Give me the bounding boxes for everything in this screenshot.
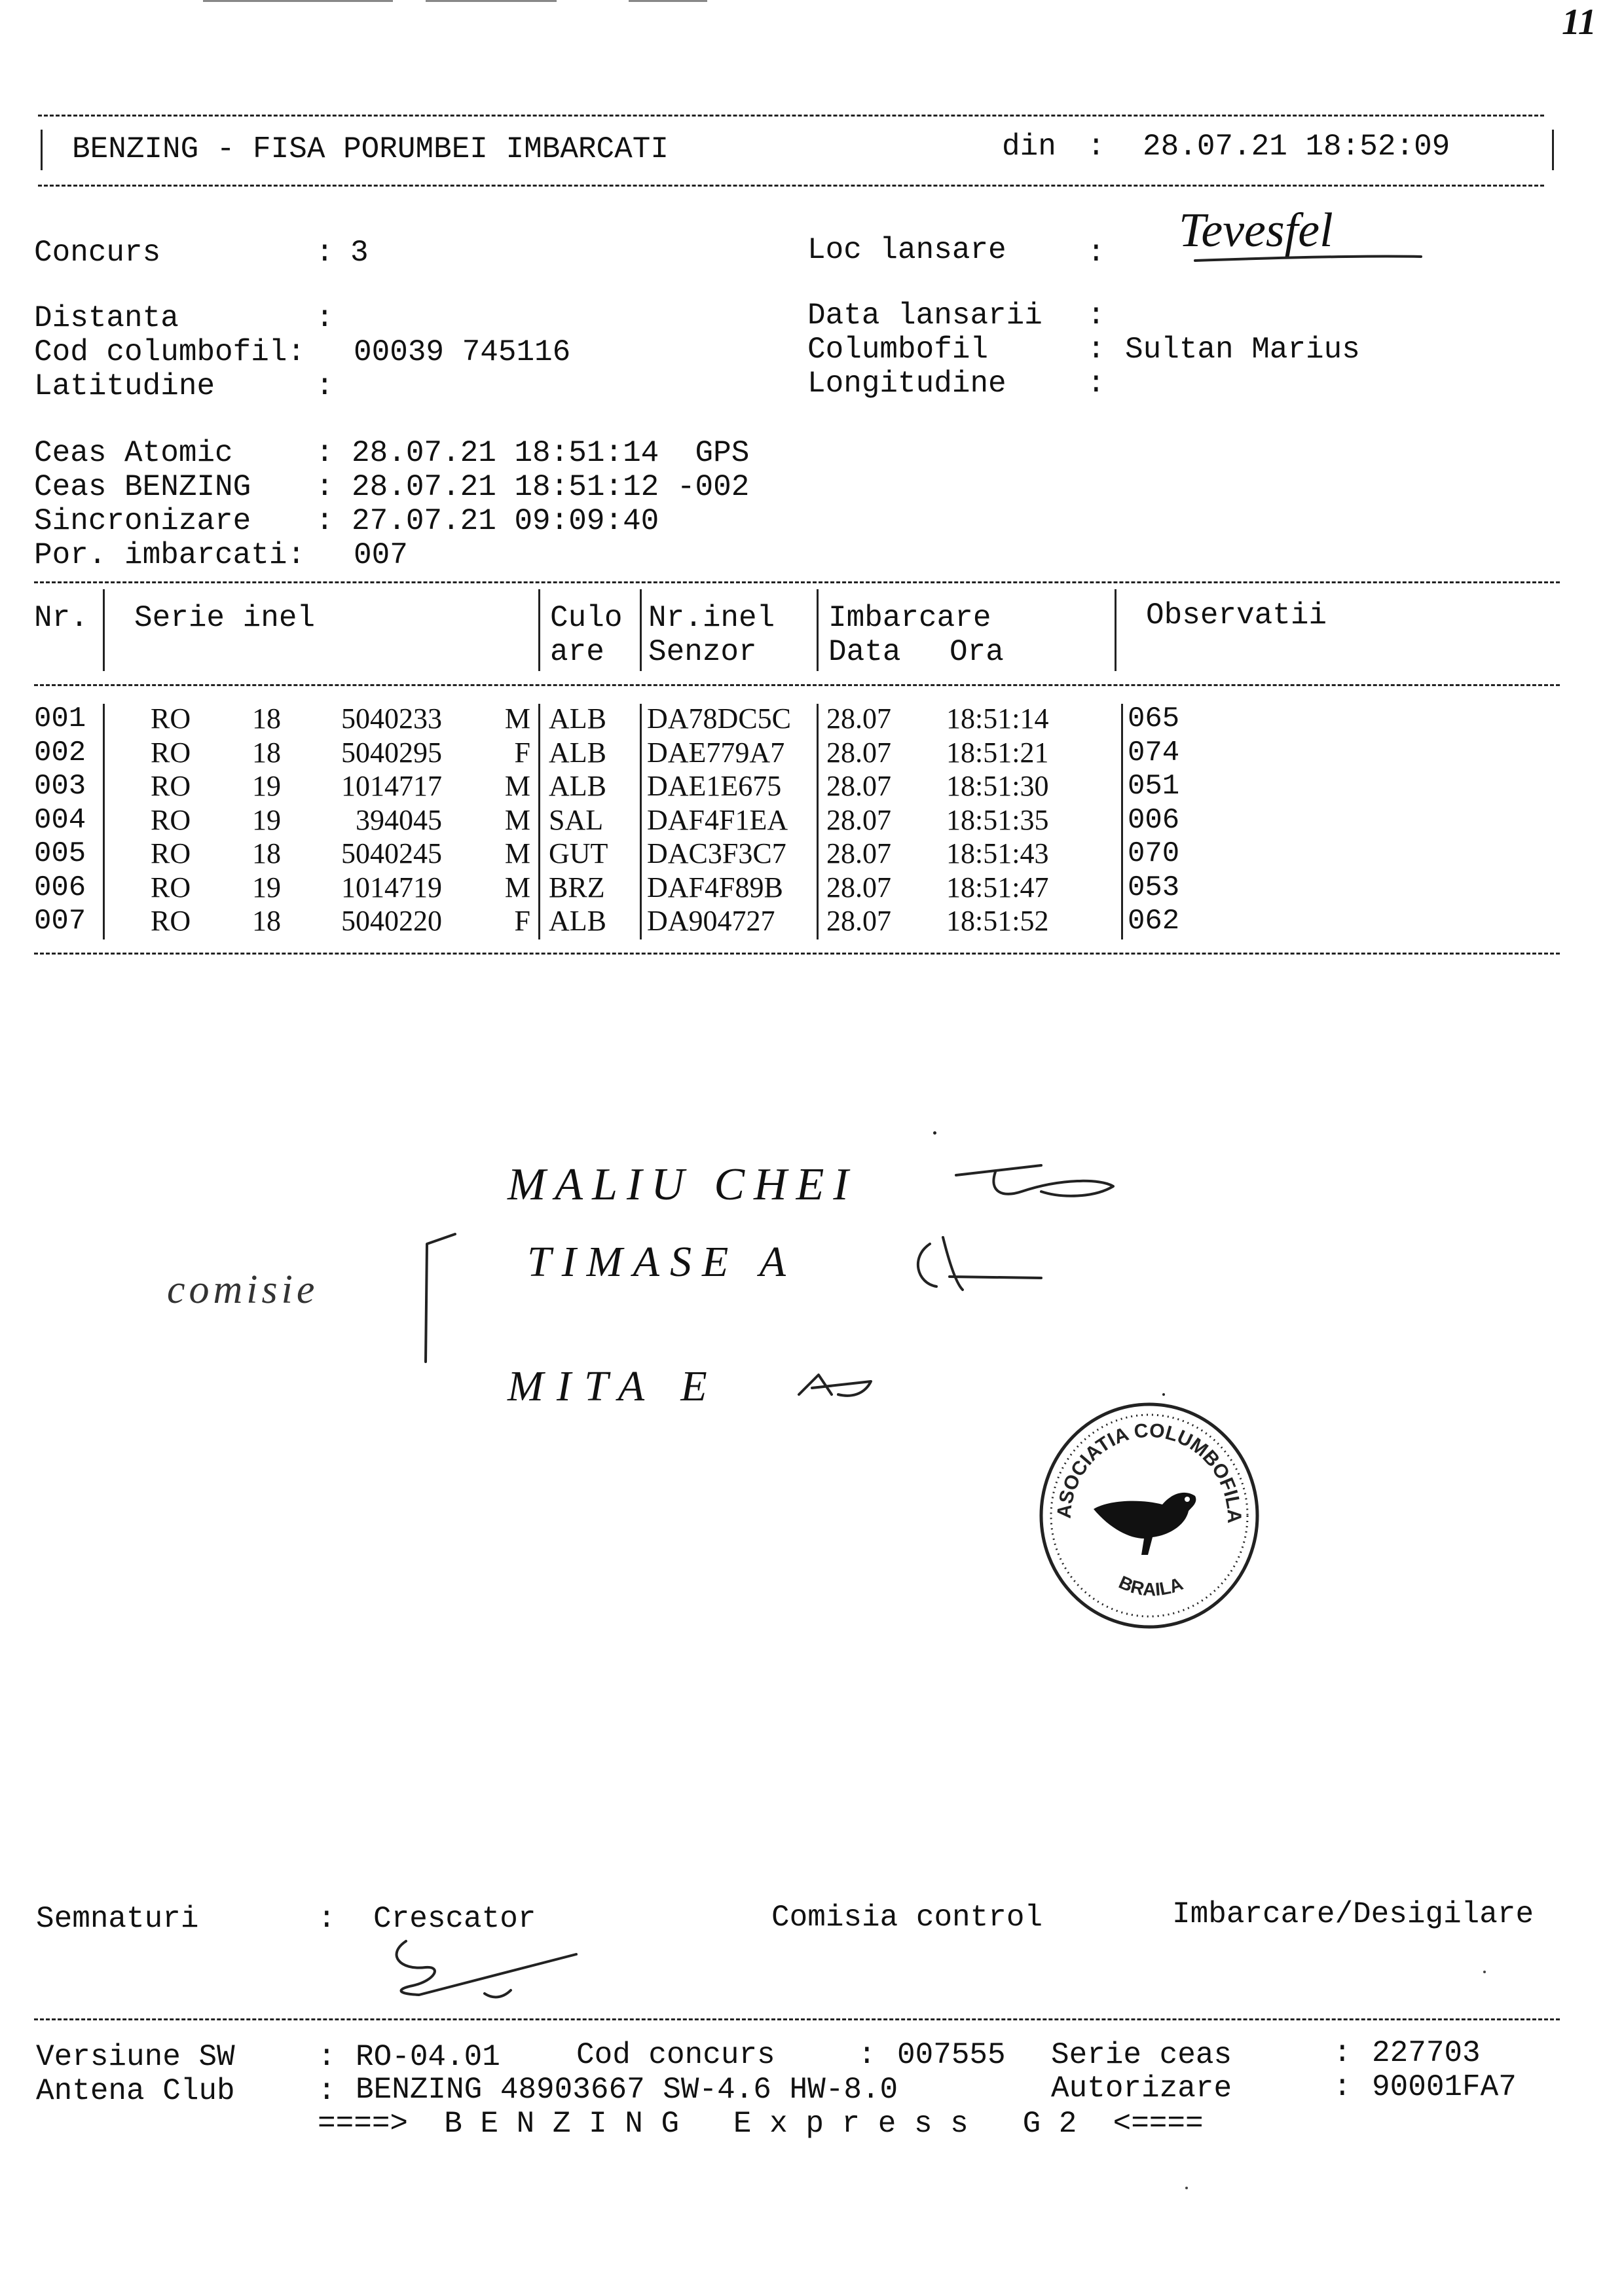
- por-imbarcati-value: 007: [354, 538, 408, 572]
- serie-ceas-colon: :: [1333, 2036, 1352, 2070]
- stamp-text-bottom: BRAILA: [1115, 1571, 1186, 1600]
- table-cell-ora: 18:51:47: [946, 871, 1049, 903]
- association-stamp: [1031, 1394, 1267, 1637]
- table-cell-an: 19: [252, 871, 281, 903]
- table-top-border: [34, 581, 1560, 583]
- cod-columbofil-value: 00039 745116: [354, 335, 571, 369]
- table-cell-ora: 18:51:43: [946, 837, 1049, 869]
- table-cell-obs: 062: [1128, 905, 1180, 938]
- ceas-atomic-colon: :: [316, 436, 334, 470]
- por-imbarcati-label: Por. imbarcati:: [34, 538, 306, 572]
- crescator-label: Crescator: [373, 1902, 536, 1936]
- stamp-text-top: ASOCIATIA COLUMBOFILA: [1053, 1419, 1246, 1524]
- table-cell-an: 19: [252, 803, 281, 836]
- table-cell-tara: RO: [151, 905, 191, 937]
- svg-text:BRAILA: [1116, 1572, 1186, 1600]
- table-cell-obs: 006: [1128, 803, 1180, 837]
- ceas-atomic-value: 28.07.21 18:51:14 GPS: [352, 436, 750, 470]
- ceas-benzing-label: Ceas BENZING: [34, 470, 251, 504]
- header-senzor-1: Nr.inel: [648, 601, 775, 635]
- loc-lansare-handwritten-value: Tevesfel: [1179, 204, 1333, 257]
- table-cell-tara: RO: [151, 736, 191, 769]
- table-cell-data: 28.07: [826, 871, 891, 903]
- table-cell-senzor: DA904727: [647, 905, 775, 937]
- table-cell-an: 18: [252, 905, 281, 937]
- table-col-divider: [817, 704, 819, 939]
- header-culoare-2: are: [550, 635, 604, 669]
- header-right-border: [1552, 130, 1554, 170]
- print-date-value: 28.07.21 18:52:09: [1143, 130, 1450, 164]
- sincronizare-value: 27.07.21 09:09:40: [352, 504, 659, 538]
- data-lansarii-label: Data lansarii: [807, 299, 1043, 333]
- commission-member-3: MITA E: [507, 1362, 720, 1410]
- table-cell-ora: 18:51:52: [946, 905, 1049, 937]
- columbofil-value: Sultan Marius: [1125, 333, 1360, 367]
- table-cell-tara: RO: [151, 871, 191, 903]
- print-date-label: din: [1002, 130, 1056, 164]
- antena-club-value: BENZING 48903667 SW-4.6 HW-8.0: [356, 2073, 898, 2107]
- cod-concurs-value: 007555: [897, 2038, 1006, 2072]
- table-cell-inel: 5040233: [341, 702, 442, 735]
- table-cell-inel: 5040245: [341, 837, 442, 869]
- table-cell-nr: 007: [34, 905, 86, 938]
- table-col-divider: [538, 704, 540, 939]
- commission-member-1: MALIU CHEI: [507, 1159, 858, 1210]
- commission-member-2: TIMASE A: [527, 1238, 796, 1286]
- comisia-control-label: Comisia control: [771, 1901, 1043, 1935]
- table-cell-ora: 18:51:21: [946, 736, 1049, 769]
- table-cell-tara: RO: [151, 770, 191, 802]
- table-cell-data: 28.07: [826, 702, 891, 735]
- ceas-benzing-value: 28.07.21 18:51:12 -002: [352, 470, 750, 504]
- header-bottom-border: [38, 185, 1544, 187]
- table-cell-culoare: SAL: [549, 803, 604, 836]
- serie-ceas-label: Serie ceas: [1051, 2038, 1232, 2072]
- table-cell-tara: RO: [151, 702, 191, 735]
- table-col-divider: [1121, 704, 1123, 939]
- table-cell-data: 28.07: [826, 770, 891, 802]
- table-cell-data: 28.07: [826, 736, 891, 769]
- table-cell-senzor: DAF4F89B: [647, 871, 783, 903]
- table-cell-nr: 005: [34, 837, 86, 870]
- concurs-colon: :: [316, 236, 334, 270]
- sincronizare-label: Sincronizare: [34, 504, 251, 538]
- table-cell-culoare: ALB: [549, 905, 606, 937]
- columbofil-label: Columbofil: [807, 333, 989, 367]
- cod-columbofil-label-text: Cod columbofil: [34, 335, 287, 369]
- table-cell-senzor: DAE1E675: [647, 770, 782, 802]
- header-top-border: [38, 115, 1544, 117]
- latitudine-label: Latitudine: [34, 369, 215, 403]
- autorizare-value: 90001FA7: [1372, 2070, 1517, 2104]
- header-serie-inel: Serie inel: [134, 601, 316, 635]
- ceas-atomic-label: Ceas Atomic: [34, 436, 233, 470]
- table-cell-inel: 1014717: [341, 770, 442, 802]
- serie-ceas-value: 227703: [1372, 2036, 1481, 2070]
- crescator-signature: [380, 1935, 589, 2013]
- imbarcare-desigilare-label: Imbarcare/Desigilare: [1172, 1897, 1534, 1931]
- header-culoare-1: Culo: [550, 601, 623, 635]
- table-cell-sex: F: [514, 905, 530, 937]
- table-cell-culoare: BRZ: [549, 871, 605, 903]
- table-cell-ora: 18:51:14: [946, 702, 1049, 735]
- table-col-divider: [817, 589, 819, 671]
- scan-speck: [1162, 1393, 1165, 1396]
- table-col-divider: [1115, 589, 1116, 671]
- table-col-divider: [538, 589, 540, 671]
- scan-speck: [933, 1131, 936, 1135]
- commission-signature-3: [792, 1368, 884, 1408]
- cod-concurs-label: Cod concurs: [576, 2038, 775, 2072]
- table-cell-culoare: ALB: [549, 770, 606, 802]
- table-cell-obs: 051: [1128, 770, 1180, 803]
- header-imbarcare: Imbarcare: [828, 601, 991, 635]
- table-cell-nr: 006: [34, 871, 86, 904]
- columbofil-colon: :: [1087, 333, 1105, 367]
- table-cell-obs: 074: [1128, 736, 1180, 769]
- semnaturi-label: Semnaturi: [36, 1902, 199, 1936]
- table-cell-senzor: DAE779A7: [647, 736, 785, 769]
- table-cell-nr: 004: [34, 803, 86, 837]
- table-cell-senzor: DA78DC5C: [647, 702, 792, 735]
- loc-lansare-colon: :: [1087, 236, 1105, 270]
- loc-lansare-underline: [1192, 249, 1428, 282]
- table-bottom-border: [34, 953, 1560, 955]
- versiune-sw-label: Versiune SW: [36, 2040, 235, 2074]
- table-cell-senzor: DAC3F3C7: [647, 837, 786, 869]
- table-cell-an: 18: [252, 702, 281, 735]
- table-cell-nr: 003: [34, 770, 86, 803]
- header-observatii: Observatii: [1146, 598, 1327, 632]
- table-col-divider: [103, 589, 105, 671]
- top-edge-mark: [629, 0, 707, 2]
- table-cell-sex: F: [514, 736, 530, 769]
- table-cell-an: 18: [252, 837, 281, 869]
- cod-columbofil-label: Cod columbofil:: [34, 335, 306, 369]
- distanta-label: Distanta: [34, 301, 179, 335]
- antena-club-colon: :: [318, 2074, 336, 2108]
- table-cell-ora: 18:51:35: [946, 803, 1049, 836]
- scan-speck: [1483, 1971, 1486, 1973]
- header-left-border: [41, 130, 43, 170]
- longitudine-colon: :: [1087, 367, 1105, 401]
- table-cell-sex: M: [504, 770, 530, 802]
- versiune-sw-value: RO-04.01: [356, 2040, 500, 2074]
- commission-signature-2: [904, 1224, 1048, 1303]
- autorizare-colon: :: [1333, 2070, 1352, 2104]
- table-cell-nr: 001: [34, 702, 86, 735]
- concurs-label: Concurs: [34, 236, 161, 270]
- longitudine-label: Longitudine: [807, 367, 1006, 401]
- table-cell-inel: 1014719: [341, 871, 442, 903]
- comisie-bracket: [419, 1231, 471, 1368]
- table-cell-culoare: ALB: [549, 702, 606, 735]
- cod-concurs-colon: :: [858, 2038, 876, 2072]
- table-cell-nr: 002: [34, 736, 86, 769]
- data-lansarii-colon: :: [1087, 299, 1105, 333]
- loc-lansare-label: Loc lansare: [807, 233, 1006, 267]
- table-cell-senzor: DAF4F1EA: [647, 803, 788, 836]
- scan-speck: [1185, 2187, 1188, 2189]
- autorizare-label: Autorizare: [1051, 2071, 1232, 2105]
- print-date-colon: :: [1087, 130, 1105, 164]
- table-header-border: [34, 684, 1560, 686]
- header-data: Data: [828, 635, 901, 669]
- distanta-colon: :: [316, 301, 334, 335]
- versiune-sw-colon: :: [318, 2040, 336, 2074]
- table-cell-ora: 18:51:30: [946, 770, 1049, 802]
- table-cell-data: 28.07: [826, 803, 891, 836]
- table-cell-obs: 065: [1128, 702, 1180, 735]
- table-cell-tara: RO: [151, 803, 191, 836]
- table-cell-sex: M: [504, 871, 530, 903]
- latitudine-colon: :: [316, 369, 334, 403]
- table-cell-culoare: GUT: [549, 837, 608, 869]
- table-cell-sex: M: [504, 837, 530, 869]
- table-cell-an: 19: [252, 770, 281, 802]
- table-cell-obs: 053: [1128, 871, 1180, 904]
- table-cell-sex: M: [504, 702, 530, 735]
- footer-separator: [34, 2018, 1560, 2020]
- table-col-divider: [640, 589, 642, 671]
- benzing-express-banner: ====> B E N Z I N G E x p r e s s G 2 <====: [318, 2107, 1204, 2141]
- semnaturi-colon: :: [318, 1902, 336, 1936]
- por-imbarcati-label-text: Por. imbarcati: [34, 538, 287, 572]
- table-cell-obs: 070: [1128, 837, 1180, 870]
- comisie-handwritten: comisie: [167, 1267, 319, 1312]
- table-cell-an: 18: [252, 736, 281, 769]
- table-cell-culoare: ALB: [549, 736, 606, 769]
- document-title: BENZING - FISA PORUMBEI IMBARCATI: [72, 132, 669, 166]
- page-number-mark: 11: [1562, 2, 1596, 43]
- ceas-benzing-colon: :: [316, 470, 334, 504]
- table-cell-tara: RO: [151, 837, 191, 869]
- table-cell-data: 28.07: [826, 837, 891, 869]
- header-senzor-2: Senzor: [648, 635, 757, 669]
- sincronizare-colon: :: [316, 504, 334, 538]
- table-cell-inel: 5040295: [341, 736, 442, 769]
- header-nr: Nr.: [34, 601, 88, 635]
- top-edge-mark: [426, 0, 557, 2]
- table-cell-inel: 5040220: [341, 905, 442, 937]
- header-ora: Ora: [950, 635, 1004, 669]
- table-col-divider: [640, 704, 642, 939]
- table-col-divider: [103, 704, 105, 939]
- concurs-value: 3: [350, 236, 369, 270]
- table-cell-sex: M: [504, 803, 530, 836]
- antena-club-label: Antena Club: [36, 2074, 235, 2108]
- table-cell-data: 28.07: [826, 905, 891, 937]
- pigeon-icon: [1094, 1493, 1196, 1555]
- commission-signature-1: [943, 1146, 1126, 1218]
- table-cell-inel: 394045: [356, 803, 442, 836]
- top-edge-mark: [203, 0, 393, 2]
